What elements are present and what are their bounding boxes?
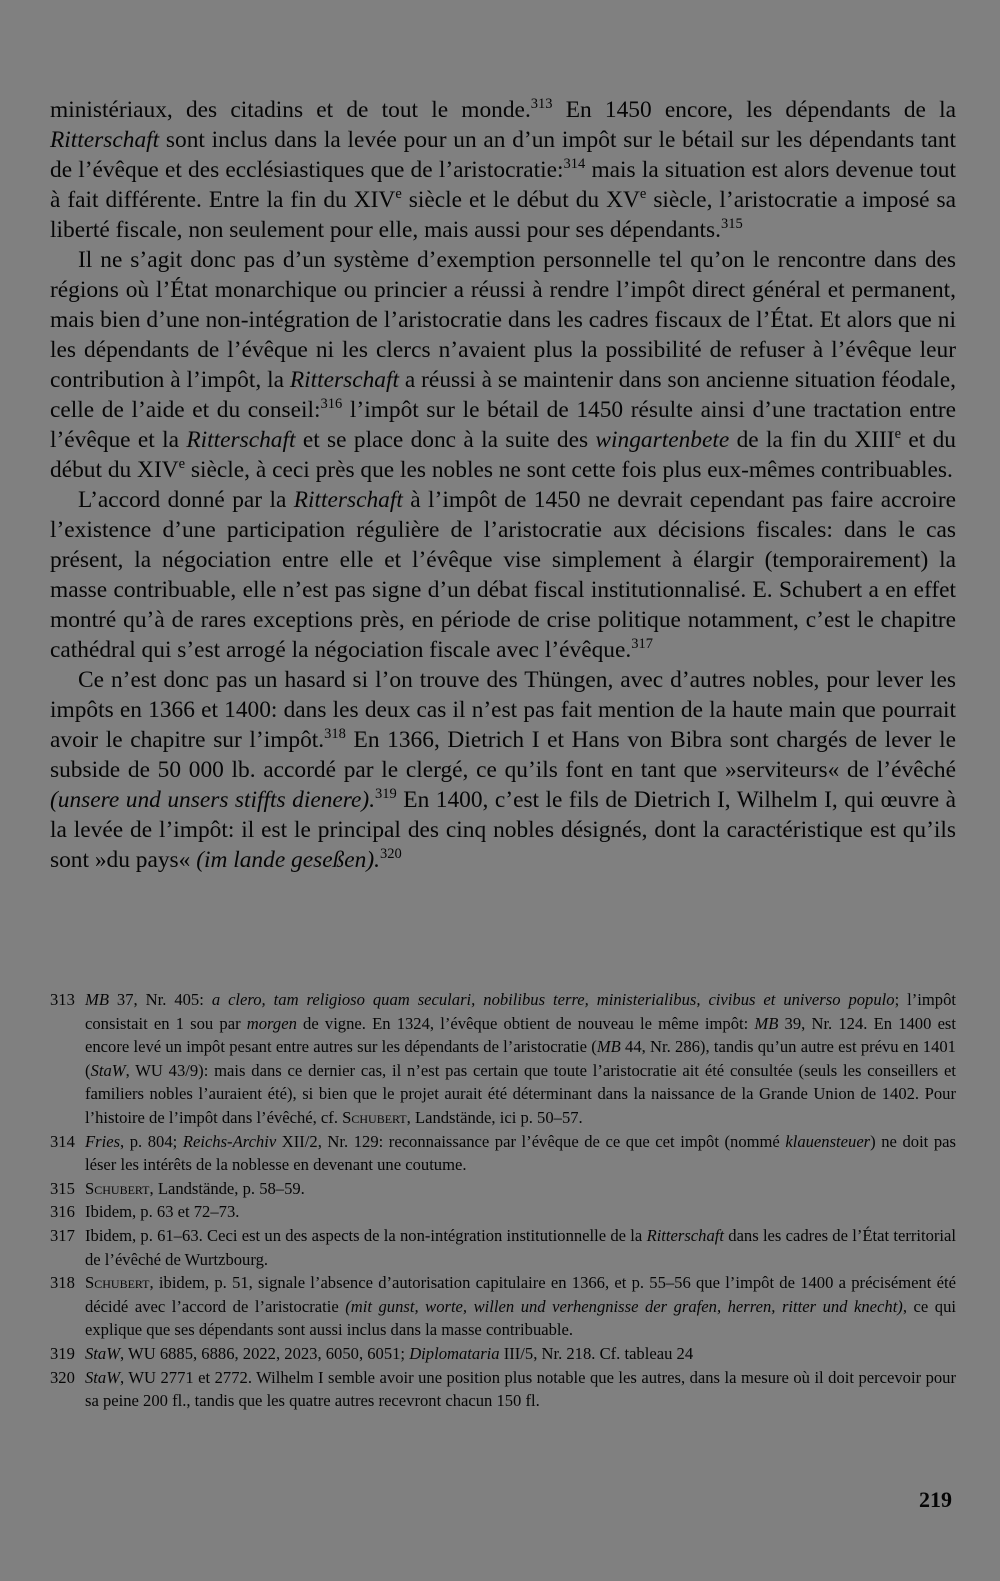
italic-text: StaW xyxy=(85,1343,121,1363)
text-run: , p. 804; xyxy=(120,1131,183,1151)
page-number: 219 xyxy=(919,1487,952,1512)
text-run: XII/2, Nr. 129: reconnaissance par l’évêque de ce que cet impôt (nommé xyxy=(276,1131,786,1151)
italic-text: (mit gunst, worte, willen und verhengnisse der grafen, herren, ritter und knecht) xyxy=(345,1296,903,1316)
text-run: de la fin du XIII xyxy=(729,427,895,453)
italic-text: Ritterschaft xyxy=(186,427,296,453)
text-run: En 1400, c’est le fils de Dietrich I, Wilhelm I, qui œuvre à la levée de l’impôt: il est le principal des cinq nobles désignés, dont la caractéristique est qu’ils sont »du pays« xyxy=(50,787,956,873)
superscript: 318 xyxy=(324,726,346,743)
text-run: , ce qui explique que ses dépendants sont aussi inclus dans la masse contribuable. xyxy=(85,1296,956,1340)
superscript: 316 xyxy=(320,396,343,413)
text-run: mais la situation est alors devenue tout à fait différente. Entre la fin du XIV xyxy=(50,157,956,213)
superscript: 313 xyxy=(530,96,553,113)
text-run: ministériaux, des citadins et de tout le monde. xyxy=(50,97,531,123)
footnote-313 xyxy=(50,988,956,1130)
main-text xyxy=(50,95,956,875)
text-run: siècle, à ceci près que les nobles ne sont cette fois plus eux-mêmes contribuables. xyxy=(185,457,953,483)
text-run: de vigne. En 1324, l’évêque obtient de nouveau le même impôt: xyxy=(296,1013,755,1033)
italic-text: StaW xyxy=(85,1367,121,1387)
text-run: , ibidem, p. 51, signale l’absence d’autorisation capitulaire en 1366, et p. 55–56 que l’impôt de 1400 a précisément été décidé avec l’accord de l’aristocratie xyxy=(85,1273,956,1316)
text-run: , WU 2771 et 2772. Wilhelm I semble avoir une position plus notable que les autres, dans la mesure où il doit percevoir pour sa peine 200 fl., tandis que les quatre autres recevront chacun 150 fl. xyxy=(85,1367,956,1411)
author-name: Schubert xyxy=(85,1273,150,1293)
footnote-number: 317 xyxy=(50,1225,75,1245)
superscript: 317 xyxy=(631,636,653,653)
text-run: , WU 43/9): mais dans ce dernier cas, il n’est pas certain que toute l’aristocratie ait été consultée (seuls les conseillers et familiers nobles l’auraient été), si bien que le projet aurait été déterminant dans la naissance de la Grande Union de 1402. Pour l’histoire de l’impôt dans l’évêché, cf. xyxy=(85,1060,956,1127)
italic-text: (im lande geseßen). xyxy=(196,847,381,873)
italic-text: Ritterschaft xyxy=(50,127,160,153)
text-run: , WU 6885, 6886, 2022, 2023, 6050, 6051; xyxy=(120,1343,410,1363)
footnote-number: 315 xyxy=(50,1178,75,1198)
author-name: Schubert xyxy=(85,1178,150,1198)
italic-text: a clero, tam religioso quam seculari, nobilibus terre, ministerialibus, civibus et universo populo xyxy=(211,990,895,1009)
text-run: siècle, l’aristocratie a imposé sa liberté fiscale, non seulement pour elle, mais aussi pour ses dépendants. xyxy=(50,187,957,243)
italic-text: MB xyxy=(85,990,109,1009)
footnote-number: 318 xyxy=(50,1273,75,1293)
text-run: L’accord donné par la xyxy=(78,487,294,513)
footnotes xyxy=(50,988,956,1413)
superscript: 319 xyxy=(375,786,397,803)
paragraph xyxy=(50,245,956,485)
text-run: III/5, Nr. 218. Cf. tableau 24 xyxy=(499,1343,694,1363)
text-run: sont inclus dans la levée pour un an d’un impôt sur le bétail sur les dépendants tant de l’évêque et des ecclésiastiques que de l’aristocratie: xyxy=(50,127,956,183)
footnote-320 xyxy=(50,1366,956,1413)
footnote-number: 320 xyxy=(50,1367,75,1387)
italic-text: wingartenbete xyxy=(595,427,730,453)
footnote-317 xyxy=(50,1224,956,1271)
italic-text: MB xyxy=(596,1037,621,1057)
text-run: a réussi à se maintenir dans son ancienne situation féodale, celle de l’aide et du conseil: xyxy=(50,367,956,423)
footnote-316 xyxy=(50,1200,956,1224)
paragraph xyxy=(50,665,956,875)
text-run: Ibidem, p. 63 et 72–73. xyxy=(85,1202,240,1222)
italic-text: morgen xyxy=(246,1013,297,1033)
italic-text: Ritterschaft xyxy=(293,487,403,513)
paragraph xyxy=(50,95,956,245)
paragraph xyxy=(50,485,956,665)
italic-text: (unsere und unsers stiffts dienere). xyxy=(50,787,376,813)
text-run: , Landstände, ici p. 50–57. xyxy=(406,1107,583,1127)
superscript: e xyxy=(639,186,647,203)
text-run: 44, Nr. 286), tandis qu’un autre est prévu en 1401 ( xyxy=(85,1037,956,1080)
italic-text: StaW xyxy=(90,1060,126,1080)
italic-text: Ritterschaft xyxy=(646,1225,724,1245)
italic-text: klauensteuer xyxy=(785,1131,871,1151)
footnote-319 xyxy=(50,1342,956,1366)
text-run: Ibidem, p. 61–63. Ceci est un des aspects de la non-intégration institutionnelle de la xyxy=(85,1225,647,1245)
italic-text: Fries xyxy=(85,1131,121,1151)
book-page xyxy=(50,95,956,1565)
author-name: Schubert xyxy=(342,1107,407,1127)
footnote-number: 316 xyxy=(50,1202,75,1222)
superscript: 315 xyxy=(721,216,743,233)
superscript: e xyxy=(178,456,186,473)
text-run: ) ne doit pas léser les intérêts de la noblesse en devenant une coutume. xyxy=(85,1131,956,1175)
text-run: En 1366, Dietrich I et Hans von Bibra sont chargés de lever le subside de 50 000 lb. accordé par le clergé, ce qu’ils font en tant que »serviteurs« de l’évêché xyxy=(50,727,956,783)
text-run: 39, Nr. 124. En 1400 est encore levé un impôt pesant entre autres sur les dépendants de l’aristocratie ( xyxy=(85,1013,957,1057)
footnote-number: 319 xyxy=(50,1343,75,1363)
superscript: e xyxy=(894,426,902,443)
footnote-number: 313 xyxy=(50,990,75,1009)
text-run: ; l’impôt consistait en 1 sou par xyxy=(85,990,956,1033)
footnote-315 xyxy=(50,1177,956,1201)
italic-text: Ritterschaft xyxy=(289,367,399,393)
text-run: Ce n’est donc pas un hasard si l’on trouve des Thüngen, avec d’autres nobles, pour lever les impôts en 1366 et 1400: dans les deux cas il n’est pas fait mention de la haute main que pourrait avoir le chapitre sur l’impôt. xyxy=(50,667,956,753)
text-run: et se place donc à la suite des xyxy=(295,427,596,453)
superscript: 320 xyxy=(380,846,402,863)
footnote-318 xyxy=(50,1271,956,1342)
text-run: 37, Nr. 405: xyxy=(108,990,212,1009)
superscript: e xyxy=(395,186,402,203)
text-run: dans les cadres de l’État territorial de l’évêché de Wurtzbourg. xyxy=(85,1225,956,1269)
footnote-number: 314 xyxy=(50,1131,75,1151)
text-run: En 1450 encore, les dépendants de la xyxy=(552,97,956,123)
italic-text: MB xyxy=(754,1013,779,1033)
italic-text: Diplomataria xyxy=(409,1343,500,1363)
superscript: 314 xyxy=(563,156,586,173)
text-run: l’impôt sur le bétail de 1450 résulte ainsi d’une tractation entre l’évêque et la xyxy=(50,397,957,453)
italic-text: Reichs-Archiv xyxy=(182,1131,277,1151)
text-run: à l’impôt de 1450 ne devrait cependant pas faire accroire l’existence d’une participation régulière de l’aristocratie aux décisions fiscales: dans le cas présent, la négociation entre elle et l’évêque vise simplement à élargir (temporairement) la masse contribuable, elle n’est pas signe d’un débat fiscal institutionnalisé. E. Schubert a en effet montré qu’à de rares exceptions près, en période de crise politique notamment, c’est le chapitre cathédral qui s’est arrogé la négociation fiscale avec l’évêque. xyxy=(50,487,956,663)
text-run: et du début du XIV xyxy=(50,427,956,483)
text-run: Il ne s’agit donc pas d’un système d’exemption personnelle tel qu’on le rencontre dans des régions où l’État monarchique ou princier a réussi à rendre l’impôt direct général et permanent, mais bien d’une non-intégration de l’aristocratie dans les cadres fiscaux de l’État. Et alors que ni les dépendants de l’évêque ni les clercs n’avaient plus la possibilité de refuser à l’évêque leur contribution à l’impôt, la xyxy=(50,247,956,393)
text-run: siècle et le début du XV xyxy=(401,187,640,213)
text-run: , Landstände, p. 58–59. xyxy=(149,1178,305,1198)
footnote-314 xyxy=(50,1130,956,1177)
